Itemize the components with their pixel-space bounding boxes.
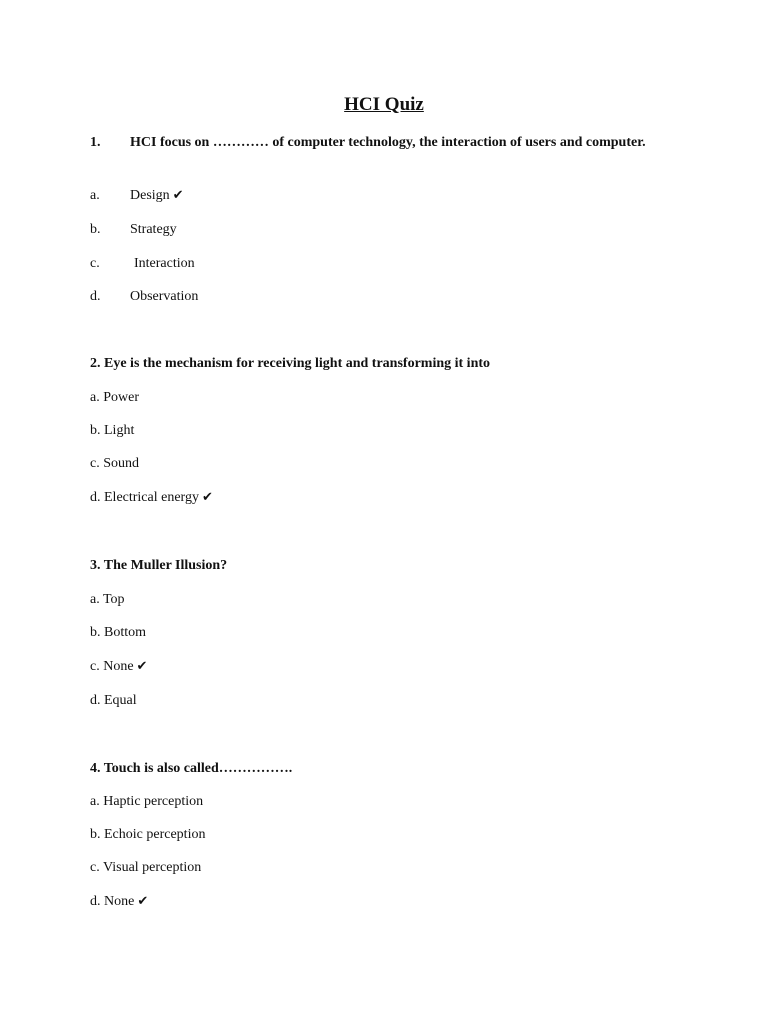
option-text: Design: [130, 188, 170, 203]
option-text: a. Power: [90, 390, 139, 405]
q3-option-d: [90, 691, 137, 711]
option-letter: a.: [90, 188, 100, 203]
checkmark-icon: ✔: [137, 894, 149, 909]
question-text: HCI focus on ………… of computer technology, the interaction of users and computer.: [130, 135, 646, 150]
option-text: d. Electrical energy: [90, 490, 199, 505]
q1-option-a: [90, 186, 184, 206]
question-1: [90, 133, 650, 153]
option-text: c. Sound: [90, 456, 139, 471]
option-text: Observation: [130, 289, 199, 304]
q2-option-a: [90, 388, 139, 408]
question-3: 3. The Muller Illusion?: [90, 558, 228, 573]
option-text: b. Light: [90, 423, 135, 438]
question-number: 1.: [90, 135, 101, 150]
option-text: Strategy: [130, 222, 177, 237]
option-text: Interaction: [134, 256, 195, 271]
option-text: a. Haptic perception: [90, 794, 204, 809]
q4-option-c: [90, 858, 201, 878]
question-2: 2. Eye is the mechanism for receiving light and transforming it into: [90, 356, 491, 371]
option-text: d. Equal: [90, 693, 137, 708]
option-text: b. Echoic perception: [90, 827, 206, 842]
q4-option-b: [90, 825, 205, 845]
q3-option-a: [90, 590, 125, 610]
option-text: c. None: [90, 659, 134, 674]
checkmark-icon: ✔: [172, 188, 184, 203]
q2-option-b: [90, 421, 134, 441]
q1-option-c: [90, 254, 195, 274]
q3-option-c: [90, 657, 147, 677]
option-letter: c.: [90, 256, 100, 271]
option-text: d. None: [90, 894, 135, 909]
option-text: a. Top: [90, 592, 125, 607]
option-letter: d.: [90, 289, 101, 304]
q2-option-d: [90, 488, 213, 508]
checkmark-icon: ✔: [136, 659, 148, 674]
page-title: HCI Quiz: [344, 94, 424, 115]
question-4: 4. Touch is also called…………….: [90, 761, 293, 776]
q2-option-c: [90, 454, 139, 474]
q4-option-a: [90, 792, 203, 812]
option-text: c. Visual perception: [90, 860, 202, 875]
checkmark-icon: ✔: [201, 490, 213, 505]
q1-option-d: [90, 287, 198, 307]
q4-option-d: [90, 892, 148, 912]
q1-option-b: [90, 220, 177, 240]
option-letter: b.: [90, 222, 101, 237]
option-text: b. Bottom: [90, 625, 147, 640]
q3-option-b: [90, 623, 146, 643]
